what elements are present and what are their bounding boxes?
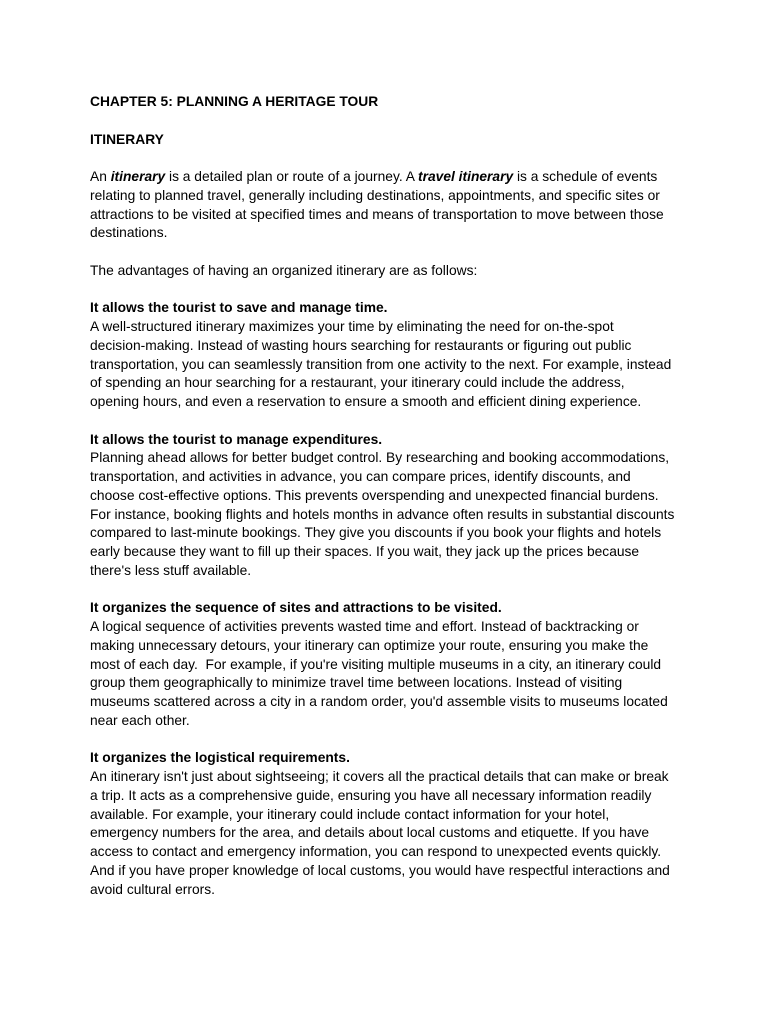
intro-paragraph — [90, 168, 680, 243]
body-line: compared to last-minute bookings. They give you discounts if you book your flights and hotels — [90, 525, 662, 541]
section-title: ITINERARY — [90, 131, 164, 147]
section-heading: It allows the tourist to manage expenditures. — [90, 431, 383, 447]
body-line: group them geographically to minimize travel time between locations. Instead of visiting — [90, 675, 623, 691]
advantage-section — [90, 599, 680, 730]
intro-line-4: destinations. — [90, 225, 168, 241]
body-line: there's less stuff available. — [90, 562, 252, 578]
document-page — [90, 93, 680, 899]
body-line: A logical sequence of activities prevents wasted time and effort. Instead of backtracking or — [90, 619, 639, 634]
body-line: For instance, booking flights and hotels months in advance often results in substantial discounts — [90, 506, 675, 522]
intro-line-1 — [90, 168, 680, 187]
body-line: decision-making. Instead of wasting hours searching for restaurants or figuring out public — [90, 337, 632, 353]
body-line: choose cost-effective options. This prevents overspending and unexpected financial burdens. — [90, 487, 659, 503]
body-line: emergency numbers for the area, and details about local customs and etiquette. If you have — [90, 825, 650, 841]
term-travel-itinerary: travel itinerary — [418, 169, 514, 184]
body-line: of spending an hour searching for a restaurant, your itinerary could include the address, — [90, 375, 625, 391]
body-line: most of each day. For example, if you're visiting multiple museums in a city, an itinerary could — [90, 656, 662, 672]
section-heading: It organizes the sequence of sites and attractions to be visited. — [90, 600, 502, 616]
body-line: transportation, and activities in advance, you can compare prices, identify discounts, and — [90, 469, 631, 484]
section-heading: It organizes the logistical requirements. — [90, 750, 350, 766]
body-line: museums scattered across a city in a random order, you'd assemble visits to museums located — [90, 694, 668, 709]
section-heading: It allows the tourist to save and manage time. — [90, 300, 388, 316]
body-line: A well-structured itinerary maximizes your time by eliminating the need for on-the-spot — [90, 319, 614, 334]
intro-text: is a detailed plan or route of a journey. A — [165, 169, 419, 184]
intro-line-2: relating to planned travel, generally including destinations, appointments, and specific sites or — [90, 187, 660, 203]
advantages-intro: The advantages of having an organized itinerary are as follows: — [90, 262, 478, 278]
advantage-section — [90, 749, 680, 899]
body-line: Planning ahead allows for better budget control. By researching and booking accommodations, — [90, 450, 670, 466]
advantage-section — [90, 299, 680, 412]
body-line: making unnecessary detours, your itinerary can optimize your route, ensuring you make the — [90, 637, 649, 653]
body-line: avoid cultural errors. — [90, 881, 215, 897]
body-line: a trip. It acts as a comprehensive guide, ensuring you have all necessary information readily — [90, 787, 652, 803]
body-line: And if you have proper knowledge of local customs, you would have respectful interactions and — [90, 862, 670, 878]
body-line: transportation, you can seamlessly transition from one activity to the next. For example, instead — [90, 356, 672, 372]
intro-text: An — [90, 169, 111, 184]
body-line: An itinerary isn't just about sightseeing; it covers all the practical details that can make or break — [90, 769, 669, 784]
term-itinerary: itinerary — [110, 169, 166, 184]
body-line: opening hours, and even a reservation to ensure a smooth and efficient dining experience. — [90, 394, 642, 409]
intro-line-3: attractions to be visited at specified times and means of transportation to move between those — [90, 206, 664, 222]
intro-text: is a schedule of events — [513, 169, 658, 184]
body-line: access to contact and emergency information, you can respond to unexpected events quickly. — [90, 844, 662, 859]
body-line: early because they want to fill up their spaces. If you wait, they jack up the prices because — [90, 544, 640, 559]
body-line: available. For example, your itinerary could include contact information for your hotel, — [90, 806, 610, 822]
body-line: near each other. — [90, 712, 190, 728]
advantage-section — [90, 431, 680, 581]
chapter-title: CHAPTER 5: PLANNING A HERITAGE TOUR — [90, 94, 379, 109]
